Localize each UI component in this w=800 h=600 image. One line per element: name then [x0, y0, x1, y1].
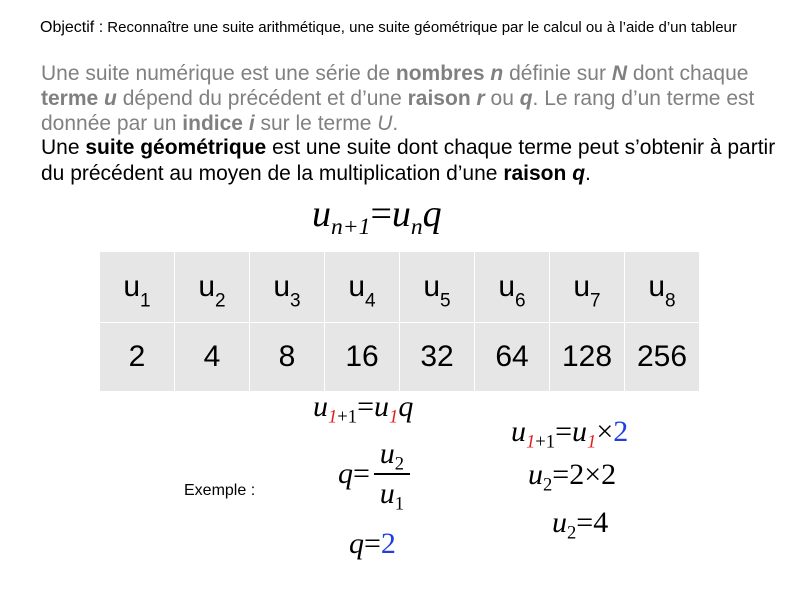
- geo-text: .: [585, 162, 591, 185]
- geo-var: q: [572, 162, 586, 185]
- general-formula: [312, 192, 442, 241]
- formula-sub: n+1: [331, 214, 371, 241]
- sequence-table: [99, 251, 700, 392]
- geo-bold: suite géométrique: [85, 136, 267, 159]
- formula-u: u: [391, 193, 411, 235]
- table-value-cell: 32: [400, 323, 475, 392]
- table-header-cell: $u_7$: [550, 252, 625, 323]
- table-value-cell: 2: [100, 323, 175, 392]
- formula-eq: =: [370, 193, 392, 235]
- intro-text: Une suite numérique est une série de: [41, 62, 396, 85]
- example-equation-3: q=2: [349, 527, 396, 560]
- intro-var: u: [104, 87, 117, 110]
- example-fraction: q = $u_2$ $u_1$: [338, 437, 410, 511]
- objective-line: [40, 19, 737, 37]
- geo-bold: raison: [503, 162, 567, 185]
- example-equation-4: $u_{1+1}=u_1\times 2$: [511, 415, 629, 453]
- intro-text: sur le terme: [254, 112, 378, 135]
- table-header-row: [100, 252, 700, 323]
- table-value-cell: 64: [475, 323, 550, 392]
- intro-text: définie sur: [503, 62, 612, 85]
- table-header-cell: $u_6$: [475, 252, 550, 323]
- example-equation-1: $u_{1+1}=u_1q$: [313, 390, 414, 428]
- table-value-cell: 16: [325, 323, 400, 392]
- intro-text: dont chaque: [626, 62, 749, 85]
- example-label: Exemple :: [184, 482, 256, 499]
- intro-bold: terme: [41, 87, 99, 110]
- table-header-cell: $u_2$: [175, 252, 250, 323]
- formula-q: q: [422, 193, 442, 235]
- example-equation-5: $u_2=2\times 2$: [528, 458, 617, 496]
- intro-var: r: [476, 87, 485, 110]
- geo-text: est une suite dont chaque terme peut s’obtenir à partir du précédent au moyen de la multiplication d’une: [41, 136, 776, 185]
- intro-var: U: [377, 112, 393, 135]
- example-equation-6: $u_2=4$: [552, 506, 609, 544]
- geometric-definition: [41, 135, 781, 187]
- table-value-cell: 4: [175, 323, 250, 392]
- intro-bold: nombres: [395, 62, 485, 85]
- table-header-cell: $u_5$: [400, 252, 475, 323]
- formula-u: u: [312, 193, 331, 235]
- intro-text: ou: [484, 87, 520, 110]
- geo-text: Une: [41, 136, 86, 159]
- table-value-row: [100, 323, 700, 392]
- table-value-cell: 128: [550, 323, 625, 392]
- table-value-cell: 8: [250, 323, 325, 392]
- table-header-cell: $u_1$: [100, 252, 175, 323]
- intro-var: n: [490, 62, 504, 85]
- intro-bold: raison: [407, 87, 471, 110]
- fraction-bar: [374, 473, 410, 475]
- intro-text: dépend du précédent et d’une: [116, 87, 408, 110]
- objective-text: Reconnaître une suite arithmétique, une suite géométrique par le calcul ou à l’aide d’un tableur: [103, 19, 737, 36]
- table-header-cell: $u_3$: [250, 252, 325, 323]
- table-header-cell: $u_8$: [625, 252, 700, 323]
- intro-var: i: [248, 112, 255, 135]
- intro-text: .: [392, 112, 399, 135]
- objective-label: Objectif :: [40, 19, 104, 36]
- formula-sub: n: [410, 214, 423, 241]
- intro-var: N: [611, 62, 627, 85]
- intro-paragraph: [41, 61, 771, 136]
- table-header-cell: $u_4$: [325, 252, 400, 323]
- intro-bold: indice: [182, 112, 243, 135]
- table-value-cell: 256: [625, 323, 700, 392]
- intro-var: q: [519, 87, 533, 110]
- intro-text: . Le rang d’un terme est donnée par un: [41, 87, 755, 135]
